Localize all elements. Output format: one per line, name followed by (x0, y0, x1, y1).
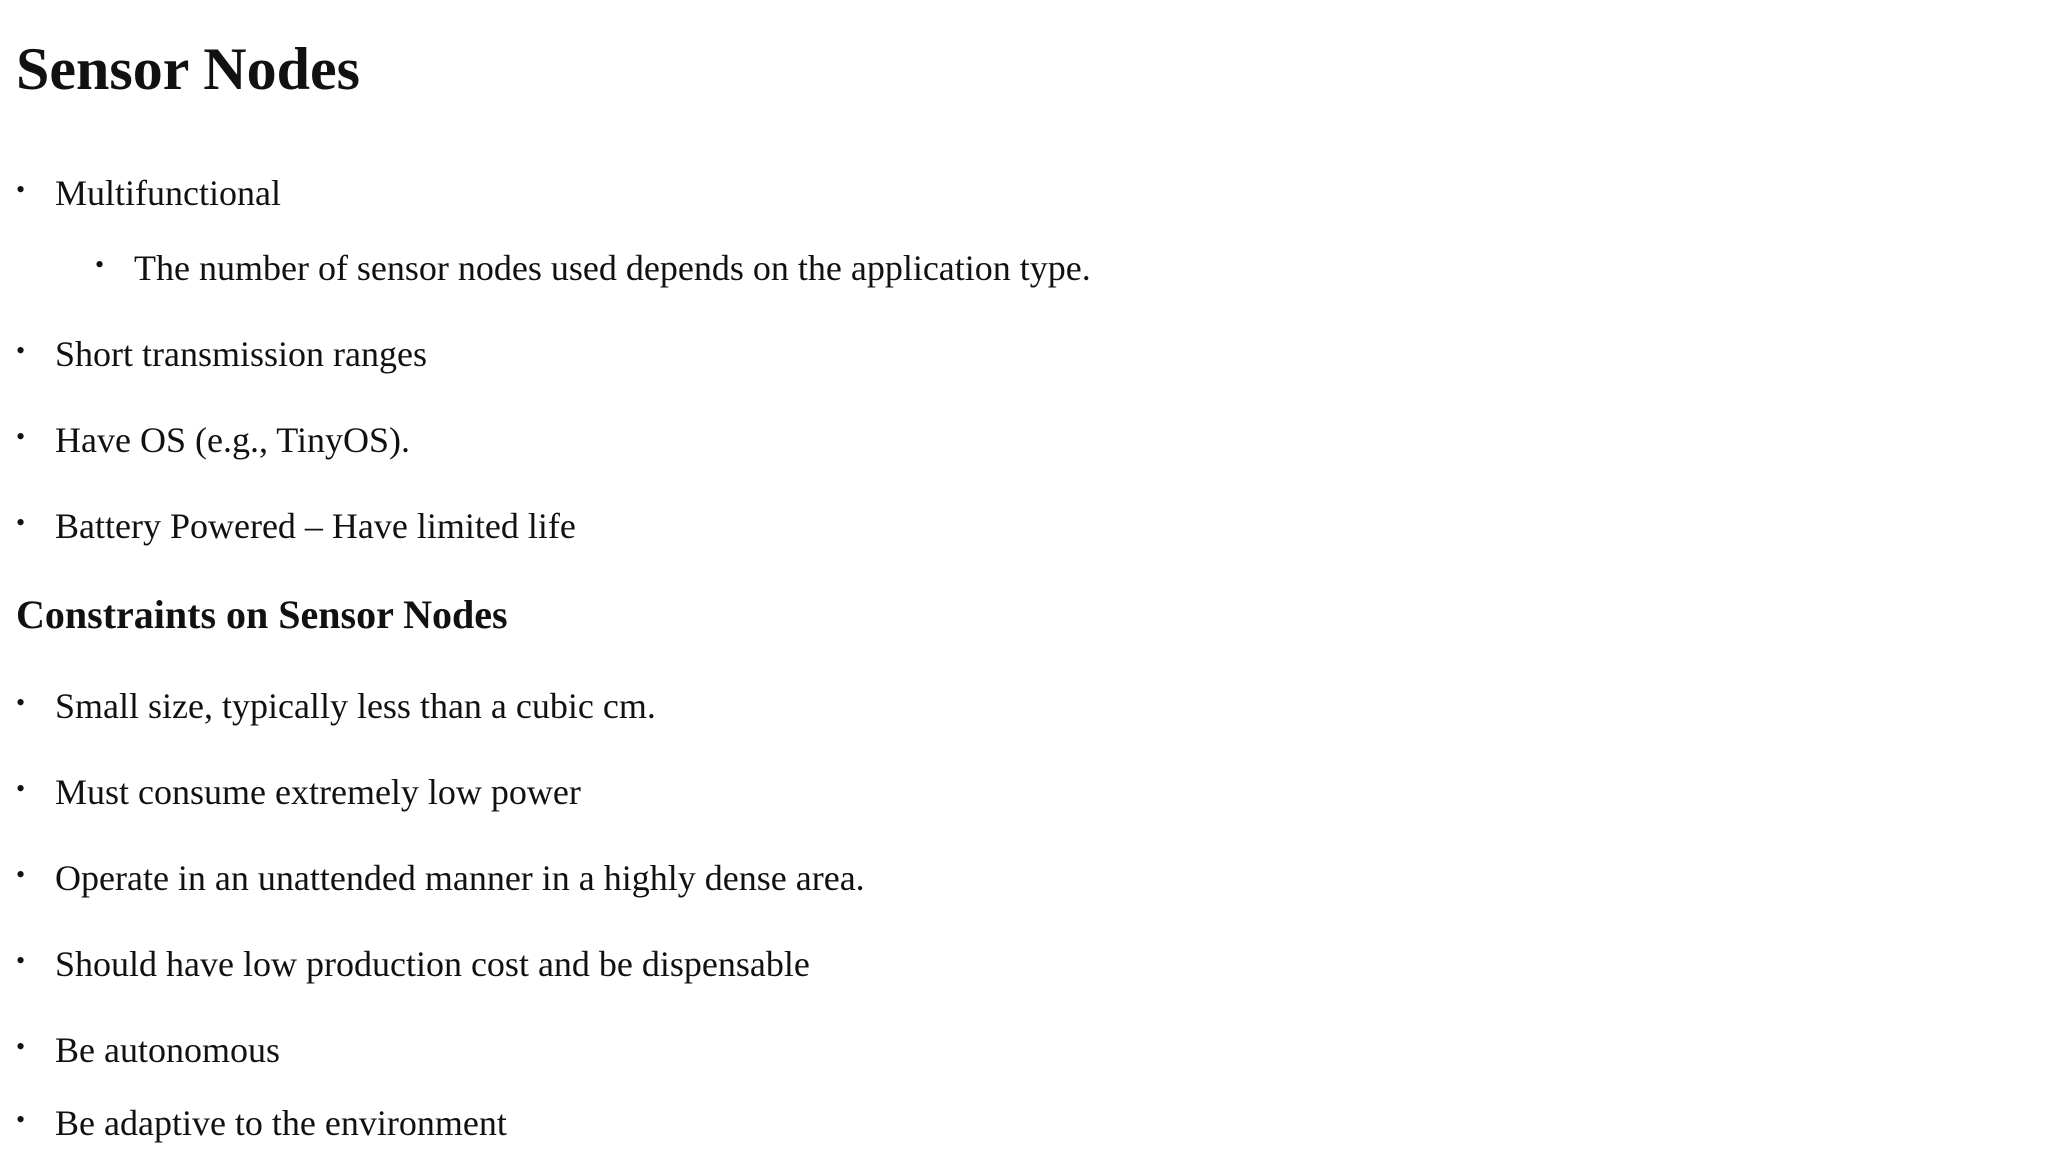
list-item (16, 1027, 280, 1073)
list-item-text: Short transmission ranges (55, 334, 427, 374)
bullet-icon: • (16, 336, 26, 365)
bullet-icon: • (95, 250, 105, 279)
bullet-icon: • (16, 1032, 26, 1061)
list-item (16, 769, 581, 815)
list-item-text: Operate in an unattended manner in a highly dense area. (55, 858, 865, 898)
list-item-text: The number of sensor nodes used depends on the application type. (134, 248, 1091, 288)
list-item-text: Multifunctional (55, 173, 281, 213)
list-item-text: Must consume extremely low power (55, 772, 581, 812)
list-item (16, 941, 810, 987)
bullet-icon: • (16, 860, 26, 889)
list-item-text: Have OS (e.g., TinyOS). (55, 420, 411, 460)
list-item-text: Should have low production cost and be dispensable (55, 944, 810, 984)
bullet-icon: • (16, 175, 26, 204)
bullet-icon: • (16, 774, 26, 803)
list-item (16, 331, 427, 377)
list-item (16, 683, 656, 729)
bullet-icon: • (16, 688, 26, 717)
list-item (16, 855, 865, 901)
list-item (16, 170, 281, 216)
list-item-text: Small size, typically less than a cubic cm. (55, 686, 656, 726)
page-title: Sensor Nodes (16, 36, 360, 102)
list-item (16, 503, 576, 549)
list-item-text: Be autonomous (55, 1030, 280, 1070)
section-heading: Constraints on Sensor Nodes (16, 592, 508, 637)
bullet-icon: • (16, 946, 26, 975)
bullet-icon: • (16, 422, 26, 451)
bullet-icon: • (16, 1105, 26, 1134)
bullet-icon: • (16, 508, 26, 537)
list-subitem (95, 245, 1091, 291)
list-item (16, 1100, 507, 1146)
list-item-text: Be adaptive to the environment (55, 1103, 507, 1143)
list-item-text: Battery Powered – Have limited life (55, 506, 576, 546)
list-item (16, 417, 410, 463)
